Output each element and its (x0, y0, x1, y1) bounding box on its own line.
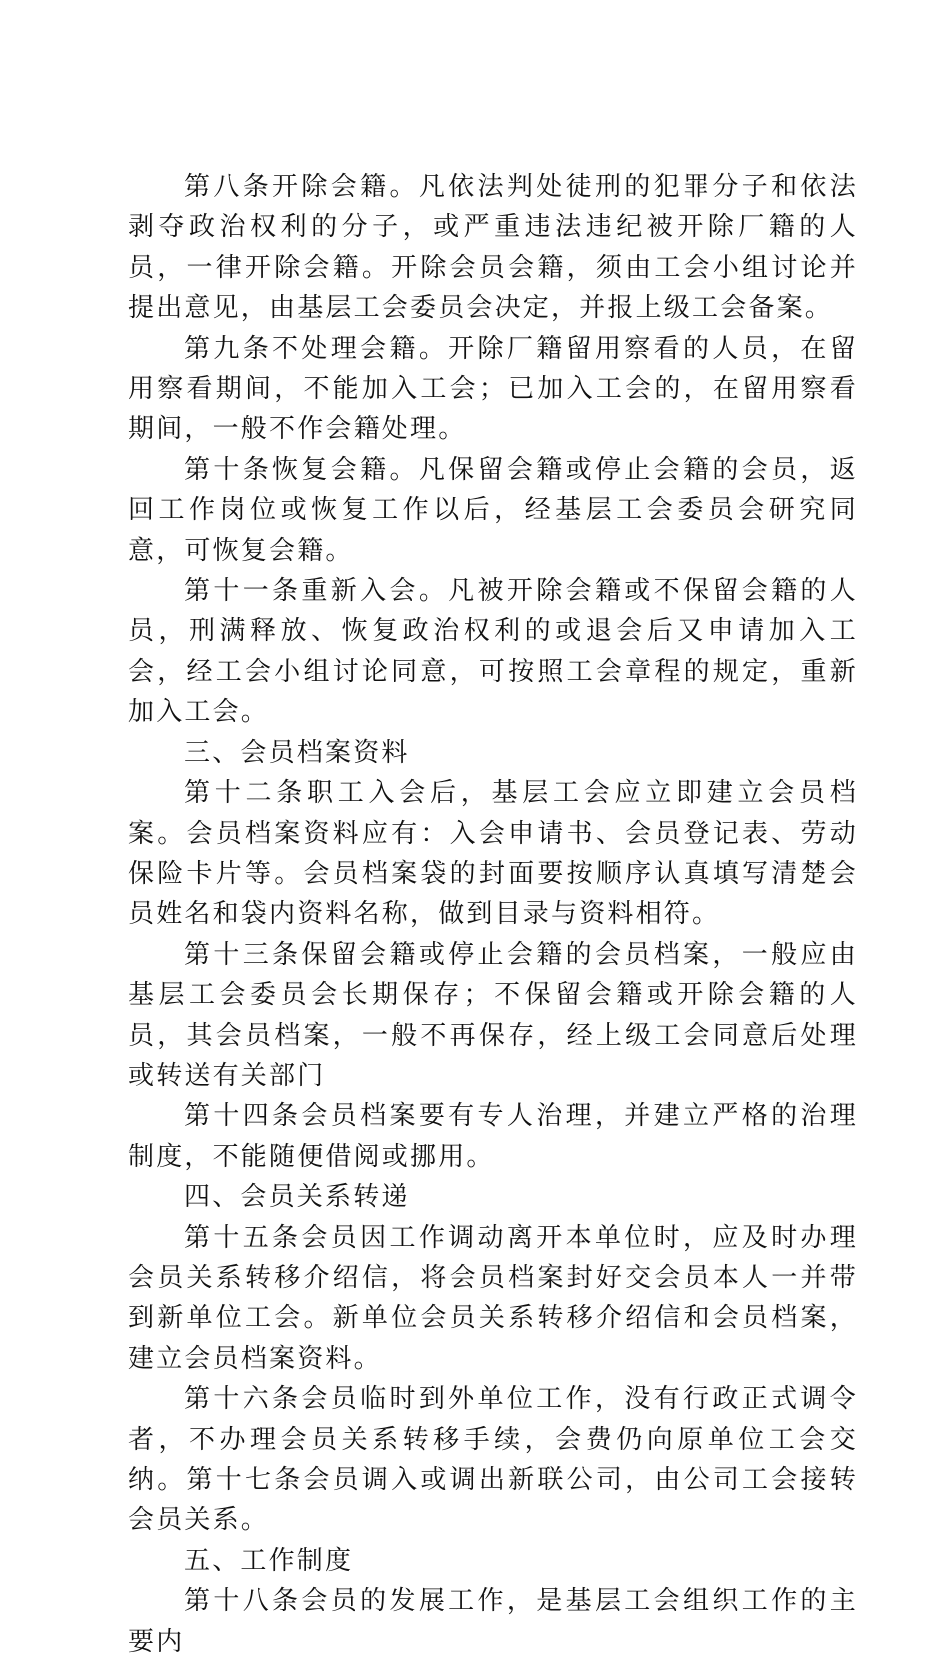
document-body (128, 167, 858, 1662)
article-12-paragraph: 第十二条职工入会后，基层工会应立即建立会员档案。会员档案资料应有：入会申请书、会员登记表、劳动保险卡片等。会员档案袋的封面要按顺序认真填写清楚会员姓名和袋内资料名称，做到目录与资料相符。 (128, 778, 858, 930)
article-8-paragraph: 第八条开除会籍。凡依法判处徒刑的犯罪分子和依法剥夺政治权利的分子，或严重违法违纪被开除厂籍的人员，一律开除会籍。开除会员会籍，须由工会小组讨论并提出意见，由基层工会委员会决定，并报上级工会备案。 (128, 172, 858, 324)
article-15-paragraph: 第十五条会员因工作调动离开本单位时，应及时办理会员关系转移介绍信，将会员档案封好交会员本人一并带到新单位工会。新单位会员关系转移介绍信和会员档案，建立会员档案资料。 (128, 1222, 858, 1374)
article-18-paragraph: 第十八条会员的发展工作，是基层工会组织工作的主要内 (128, 1586, 858, 1657)
article-10-paragraph: 第十条恢复会籍。凡保留会籍或停止会籍的会员，返回工作岗位或恢复工作以后，经基层工会委员会研究同意，可恢复会籍。 (128, 454, 858, 566)
section-5-heading: 五、工作制度 (184, 1545, 354, 1576)
section-3-heading: 三、会员档案资料 (184, 737, 410, 768)
article-11-paragraph: 第十一条重新入会。凡被开除会籍或不保留会籍的人员，刑满释放、恢复政治权利的或退会后又申请加入工会，经工会小组讨论同意，可按照工会章程的规定，重新加入工会。 (128, 576, 858, 728)
section-4-heading: 四、会员关系转递 (184, 1182, 410, 1213)
article-16-17-paragraph: 第十六条会员临时到外单位工作，没有行政正式调令者，不办理会员关系转移手续，会费仍向原单位工会交纳。第十七条会员调入或调出新联公司，由公司工会接转会员关系。 (128, 1384, 858, 1536)
article-9-paragraph: 第九条不处理会籍。开除厂籍留用察看的人员，在留用察看期间，不能加入工会；已加入工会的，在留用察看期间，一般不作会籍处理。 (128, 333, 858, 445)
article-14-paragraph: 第十四条会员档案要有专人治理，并建立严格的治理制度，不能随便借阅或挪用。 (128, 1101, 858, 1172)
article-13-paragraph: 第十三条保留会籍或停止会籍的会员档案，一般应由基层工会委员会长期保存；不保留会籍或开除会籍的人员，其会员档案，一般不再保存，经上级工会同意后处理或转送有关部门 (128, 939, 858, 1091)
